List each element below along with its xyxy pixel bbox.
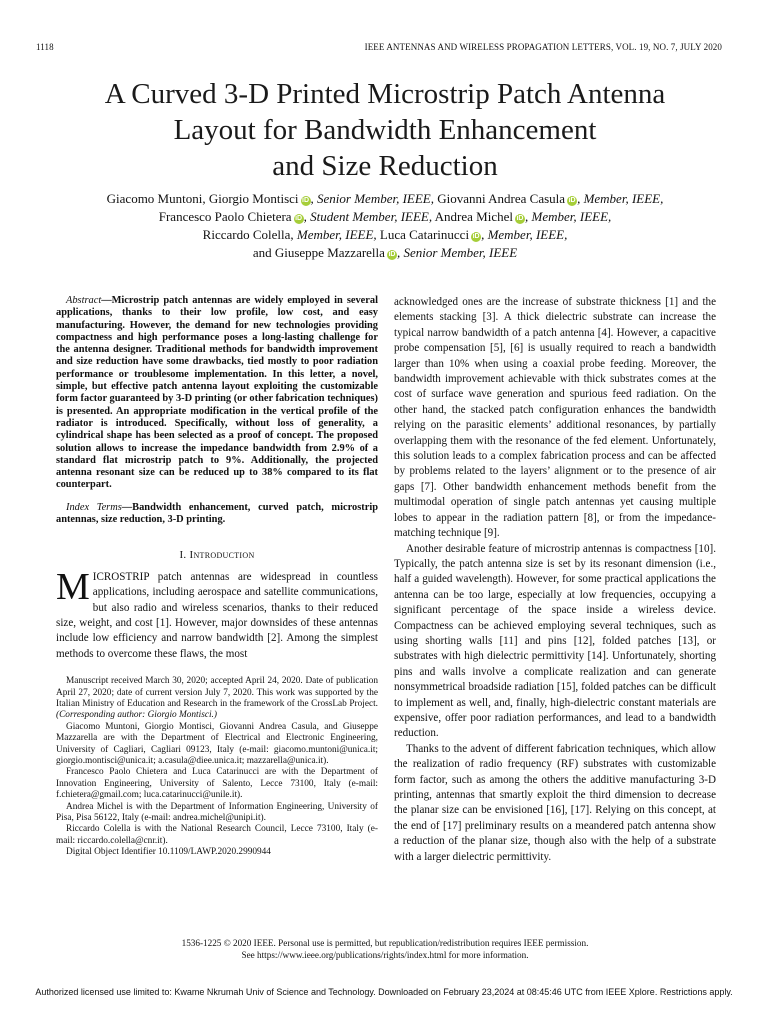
right-column: [394, 295, 716, 865]
author-name: Francesco Paolo Chietera: [158, 209, 292, 224]
author-line-3: [40, 226, 730, 244]
footnote-affiliation: Riccardo Colella is with the National Research Council, Lecce 73100, Italy (e-mail: riccardo.colella@cnr.it).: [56, 824, 378, 846]
index-terms-label: Index Terms: [66, 501, 122, 513]
page-number: 1118: [36, 42, 54, 52]
footnote-affiliation: Francesco Paolo Chietera and Luca Catarinucci are with the Department of Innovation Engineering, University of Salento, Lecce 73100, Italy (e-mail: f.chietera@gmail.com; luca.catarinucci@unile.it).: [56, 767, 378, 801]
copyright-line-2[interactable]: See https://www.ieee.org/publications/rights/index.html for more information.: [241, 949, 529, 960]
body-paragraph: Thanks to the advent of different fabrication techniques, which allow the realization of radio frequency (RF) substrates with customizable form factor, such as among the others the additive manufacturing 3-D printing, antennas that smartly exploit the third dimension to decrease the planar size can be envisioned [16], [17]. Relying on this concept, at the end of [17] preliminary results on a meandered patch antenna show a reduction of the planar size, though also with the help of a substrate with a larger dielectric permittivity.: [394, 742, 716, 863]
orcid-icon[interactable]: iD: [516, 215, 524, 222]
section-number: I.: [179, 549, 190, 562]
section-title: Introduction: [189, 549, 255, 562]
body-paragraph: acknowledged ones are the increase of substrate thickness [1] and the elements stacking [3]. A thick dielectric substrate can increase the typical narrow bandwidth of a patch antenna [4]. However, a capacitive probe compensation [5], [6] is usually required to reach a bandwidth larger than 10% when using a coaxial probe feeding. Moreover, the bandwidth improvement achievable with thick substrates comes at the cost of surface wave generation and spurious feed radiation. On the other hand, the stacked patch configuration enhances the bandwidth relying on the parasitic elements’ additional resonances, by partially overlapping them with the resonance of the fed element. Unfortunately, this solution leads to a complex fabrication process and can be affected by problems related to the layers’ alignment or to the presence of air gaps [7]. Other bandwidth enhancement methods benefit from the multimodal operation of single patch antennas yet causing multiple lobes to appear in the radiation pattern [8], or from the impedance-matching technique [9].: [394, 296, 716, 540]
author-line-2: [40, 208, 730, 226]
footnote-affiliation: Giacomo Muntoni, Giorgio Montisci, Giovanni Andrea Casula, and Giuseppe Mazzarella are with the Department of Electrical and Electronic Engineering, University of Cagliari, Cagliari 09123, Italy (e-mail: giacomo.muntoni@unica.it; giorgio.montisci@unica.it; a.casula@diee.unica.it; mazzarella@unica.it).: [56, 721, 378, 767]
orcid-icon[interactable]: iD: [302, 197, 310, 204]
index-terms: [56, 502, 378, 527]
intro-paragraph: [56, 565, 378, 662]
footnote-affiliation: Andrea Michel is with the Department of Information Engineering, University of Pisa, Pisa 56122, Italy (e-mail: andrea.michel@unipi.it).: [56, 801, 378, 824]
drop-cap: M: [56, 565, 90, 608]
author-role: , Member, IEEE,: [524, 209, 612, 224]
copyright-notice: [40, 938, 730, 961]
orcid-icon[interactable]: iD: [388, 251, 396, 258]
author-name: Riccardo Colella,: [202, 227, 294, 242]
left-column: [56, 295, 378, 859]
paper-title: [40, 76, 730, 184]
index-terms-text: —Bandwidth enhancement, curved patch, microstrip antennas, size reduction, 3-D printing.: [56, 501, 378, 526]
author-role: Member, IEEE,: [293, 227, 377, 242]
title-line-1: A Curved 3-D Printed Microstrip Patch Antenna: [104, 78, 666, 110]
author-list: [40, 190, 730, 262]
author-role: , Senior Member, IEEE,: [310, 191, 434, 206]
footnotes: [56, 676, 378, 859]
author-name: Giacomo Muntoni, Giorgio Montisci: [106, 191, 299, 206]
journal-header: IEEE ANTENNAS AND WIRELESS PROPAGATION LETTERS, VOL. 19, NO. 7, JULY 2020: [364, 42, 722, 52]
author-role: , Student Member, IEEE,: [303, 209, 433, 224]
author-name: Luca Catarinucci: [376, 227, 470, 242]
author-name: Giovanni Andrea Casula: [434, 191, 566, 206]
footnote-manuscript: [56, 676, 378, 722]
title-line-3: and Size Reduction: [272, 150, 498, 182]
intro-text: ICROSTRIP patch antennas are widespread in countless applications, including aerospace and satellite communications, but also radio and wireless scenarios, thanks to their reduced size, weight, and cost [1]. However, major downsides of these antennas include low efficiency and narrow bandwidth [2]. Among the simplest methods to overcome these flaws, the most: [56, 570, 378, 660]
footnote-doi[interactable]: Digital Object Identifier 10.1109/LAWP.2020.2990944: [66, 847, 271, 858]
title-line-2: Layout for Bandwidth Enhancement: [173, 114, 597, 146]
corresponding-author: (Corresponding author: Giorgio Montisci.): [56, 710, 217, 721]
author-name: Andrea Michel: [432, 209, 513, 224]
author-line-4: [40, 244, 730, 262]
author-role: , Member, IEEE,: [481, 227, 568, 242]
orcid-icon[interactable]: iD: [568, 197, 576, 204]
abstract-text: —Microstrip patch antennas are widely employed in several applications, thanks to their low profile, low cost, and easy manufacturing. However, the demand for new technologies providing compactness and high performance poses a long-lasting challenge for the antenna designer. Traditional methods for bandwidth improvement and size reduction have some drawbacks, tied mostly to poor radiation performance or troublesome implementation. In this letter, a novel, simple, but effective patch antenna layout exploiting the customizable form factor guaranteed by 3-D printing (or other fabrication techniques) is presented. An appropriate modification in the vertical profile of the radiator is introduced. Specifically, without loss of generality, a cylindrical shape has been selected as a proof of concept. The proposed solution allows to increase the impedance bandwidth from 2.9% of a standard flat microstrip patch to 9%. Additionally, the projected antenna resonant size can be reduced up to 38% compared to its flat counterpart.: [56, 295, 378, 491]
footnote-text: Manuscript received March 30, 2020; accepted April 24, 2020. Date of publication April 27, 2020; date of current version July 7, 2020. This work was supported by the Italian Ministry of Education and Research in the framework of the CrossLab Project.: [56, 676, 378, 709]
author-name: and Giuseppe Mazzarella: [252, 245, 385, 260]
license-footer: Authorized licensed use limited to: Kwame Nkrumah Univ of Science and Technology. Downloaded on February 23,2024 at 08:45:46 UTC from IEEE Xplore. Restrictions apply.: [35, 987, 733, 997]
abstract: [56, 295, 378, 492]
section-heading: [56, 548, 378, 563]
author-role: , Senior Member, IEEE: [396, 245, 518, 260]
body-paragraph: Another desirable feature of microstrip antennas is compactness [10]. Typically, the patch antenna size is set by its resonant dimension (i.e., half a guided wavelength). However, for some practical applications the antenna can be too large, especially at low frequencies, occupying a significant percentage of the space inside a wireless device. Compactness can be achieved employing several techniques, such as using shorting walls [11] and pins [12], folded patches [13], or substrates with high dielectric permittivity [14]. Unfortunately, shorting pins and walls involve a complicate realization and can generate nonsymmetrical broadside radiation [15], folded patches can be difficult to implement as well, and, finally, high-dielectric constant materials are expensive, offer poor radiation performances, and lead to a bandwidth reduction.: [394, 542, 716, 740]
orcid-icon[interactable]: iD: [472, 233, 480, 240]
author-line-1: [40, 190, 730, 208]
copyright-line-1: 1536-1225 © 2020 IEEE. Personal use is permitted, but republication/redistribution requires IEEE permission.: [181, 938, 589, 948]
author-role: , Member, IEEE,: [577, 191, 664, 206]
abstract-label: Abstract: [66, 295, 102, 306]
orcid-icon[interactable]: iD: [295, 215, 303, 222]
